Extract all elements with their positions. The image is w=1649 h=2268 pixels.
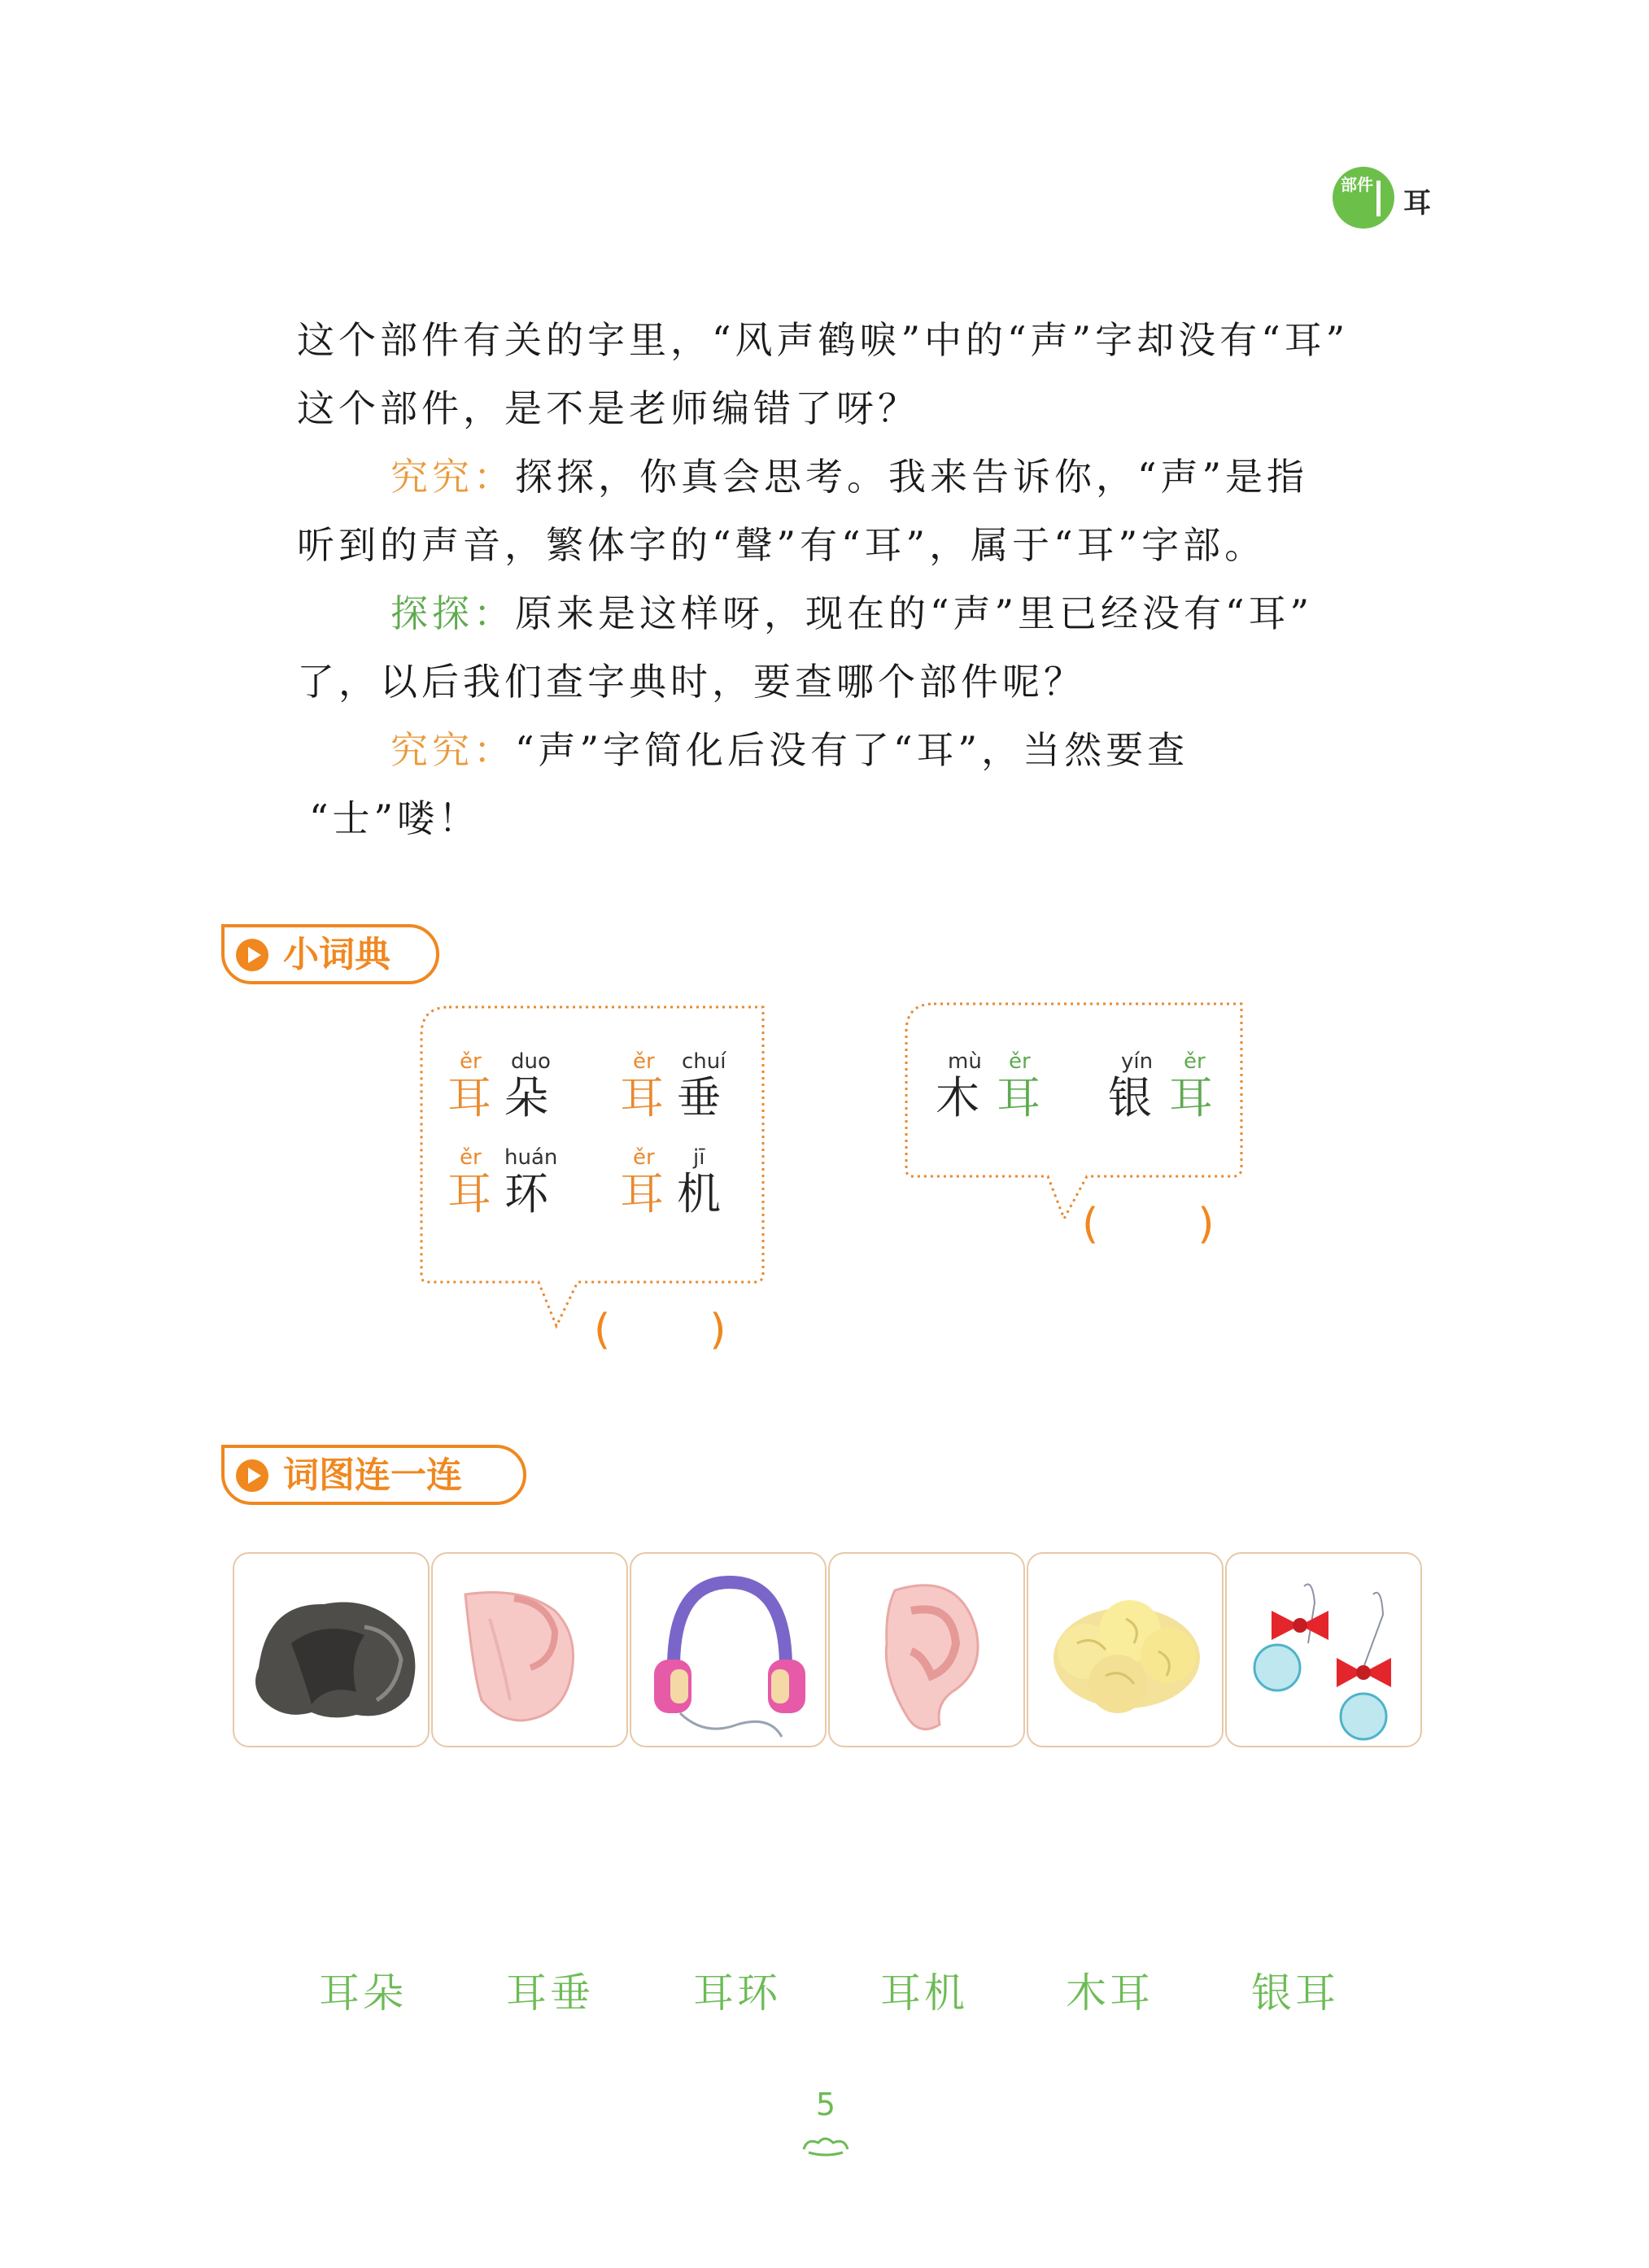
hanzi: 耳	[620, 1168, 664, 1219]
pinyin: ěr	[1009, 1049, 1031, 1074]
dialogue-text: “士”喽！	[309, 796, 481, 840]
dictionary-section-title	[221, 924, 439, 984]
hanzi: 机	[677, 1168, 721, 1219]
pinyin: ěr	[460, 1145, 482, 1170]
picture-card-ear[interactable]	[828, 1552, 1025, 1747]
dialogue-line	[309, 796, 480, 841]
play-icon	[236, 1459, 268, 1492]
dialogue-text: “声”字简化后没有了“耳”，当然要查	[515, 728, 1189, 772]
picture-card-wood-ear[interactable]	[233, 1552, 430, 1747]
match-word[interactable]: 银耳	[1251, 1969, 1339, 2017]
dictionary-title: 小词典	[283, 934, 390, 975]
earrings-icon	[1227, 1554, 1422, 1747]
dialogue-line	[390, 591, 1313, 636]
answer-blank-left[interactable]: ( )	[594, 1306, 731, 1354]
ear-icon	[830, 1554, 1025, 1747]
badge-divider	[1376, 181, 1381, 216]
hanzi: 耳	[1169, 1072, 1213, 1123]
pinyin: mù	[948, 1049, 982, 1074]
picture-card-earlobe[interactable]	[431, 1552, 628, 1747]
speaker-jiujiu: 究究：	[390, 728, 515, 772]
dialogue-text: 这个部件，是不是老师编错了呀？	[297, 386, 919, 430]
section-badge-label: 部件	[1341, 175, 1373, 194]
earlobe-icon	[433, 1554, 628, 1747]
matching-section-title	[221, 1445, 526, 1505]
pinyin: ěr	[460, 1049, 482, 1074]
dialogue-line	[390, 454, 1308, 499]
match-word[interactable]: 耳朵	[319, 1969, 407, 2017]
pinyin: yín	[1121, 1049, 1154, 1074]
hanzi: 垂	[677, 1072, 721, 1123]
matching-title: 词图连一连	[283, 1455, 462, 1496]
hanzi: 耳	[997, 1072, 1040, 1123]
pinyin: ěr	[633, 1145, 655, 1170]
page-number: 5	[815, 2087, 836, 2122]
dialogue-text: 探探，你真会思考。我来告诉你，“声”是指	[515, 455, 1309, 499]
pinyin: duo	[511, 1049, 551, 1074]
dialogue-line	[297, 522, 1266, 568]
dialogue-line	[297, 317, 1349, 363]
hanzi: 耳	[447, 1072, 491, 1123]
picture-card-headphones[interactable]	[630, 1552, 827, 1747]
match-word[interactable]: 耳垂	[506, 1969, 594, 2017]
speaker-jiujiu: 究究：	[390, 455, 515, 499]
pinyin: ěr	[1184, 1049, 1206, 1074]
dialogue-line	[297, 659, 1085, 704]
hanzi: 朵	[504, 1072, 548, 1123]
hanzi: 银	[1108, 1072, 1152, 1123]
dialogue-line	[390, 727, 1189, 773]
dialogue-line	[297, 386, 919, 431]
hanzi: 木	[936, 1072, 979, 1123]
white-fungus-icon	[1028, 1554, 1224, 1747]
dialogue-text: 听到的声音，繁体字的“聲”有“耳”，属于“耳”字部。	[297, 523, 1267, 567]
hanzi: 环	[504, 1168, 548, 1219]
picture-card-white-fungus[interactable]	[1027, 1552, 1224, 1747]
play-icon	[236, 939, 268, 971]
match-word[interactable]: 耳环	[693, 1969, 781, 2017]
match-word[interactable]: 耳机	[880, 1969, 968, 2017]
dialogue-text: 原来是这样呀，现在的“声”里已经没有“耳”	[515, 591, 1314, 635]
wood-ear-fungus-icon	[234, 1554, 430, 1747]
section-title: 耳	[1403, 187, 1431, 220]
hanzi: 耳	[620, 1072, 664, 1123]
dialogue-text: 了，以后我们查字典时，要查哪个部件呢？	[297, 660, 1085, 704]
pinyin: ěr	[633, 1049, 655, 1074]
pinyin: jī	[693, 1145, 705, 1170]
picture-card-earrings[interactable]	[1225, 1552, 1422, 1747]
match-word[interactable]: 木耳	[1066, 1969, 1154, 2017]
pinyin: chuí	[682, 1049, 726, 1074]
pinyin: huán	[504, 1145, 558, 1170]
dialogue-text: 这个部件有关的字里，“风声鹤唳”中的“声”字却没有“耳”	[297, 318, 1350, 362]
hanzi: 耳	[447, 1168, 491, 1219]
answer-blank-right[interactable]: ( )	[1082, 1200, 1219, 1249]
headphones-icon	[631, 1554, 827, 1747]
speaker-tantan: 探探：	[390, 591, 515, 635]
cloud-ornament-icon	[797, 2133, 854, 2157]
